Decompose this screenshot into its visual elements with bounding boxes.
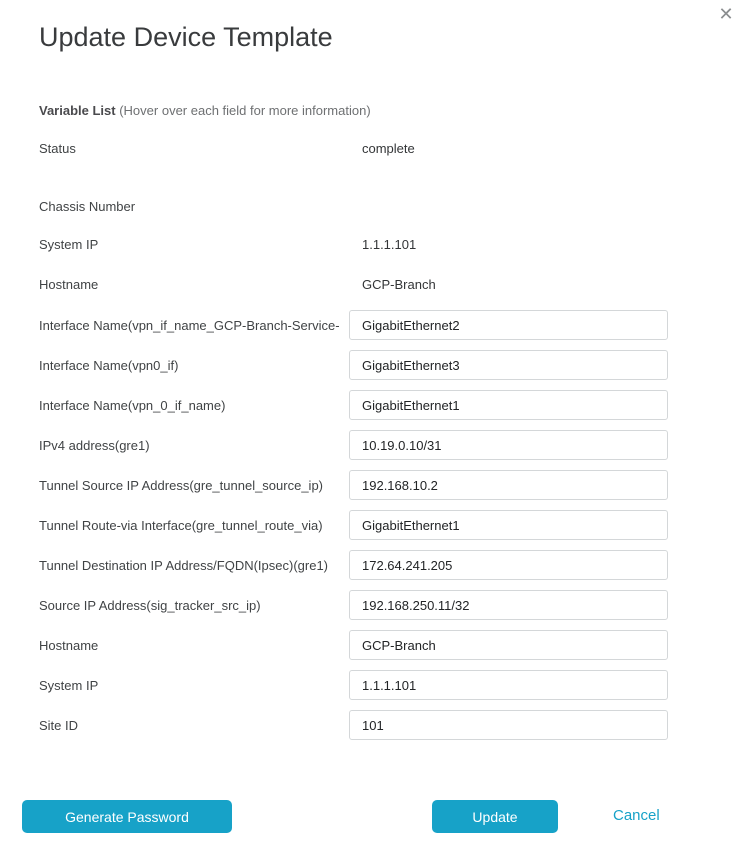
field-label: Chassis Number bbox=[39, 198, 136, 214]
field-row-hostname bbox=[39, 276, 668, 292]
field-row-hostname-input bbox=[39, 630, 668, 660]
site-id-input[interactable] bbox=[349, 710, 668, 740]
field-label: System IP bbox=[39, 236, 99, 252]
page-title: Update Device Template bbox=[39, 22, 333, 52]
field-row-tunnel-route-via bbox=[39, 510, 668, 540]
variable-list-header bbox=[39, 103, 752, 119]
update-button[interactable]: Update bbox=[432, 800, 558, 833]
tunnel-route-via-input[interactable] bbox=[349, 510, 668, 540]
field-row-tunnel-source-ip bbox=[39, 470, 668, 500]
interface-name-service-vpn-input[interactable] bbox=[349, 310, 668, 340]
field-label: Hostname bbox=[39, 637, 99, 653]
field-label: Tunnel Route-via Interface(gre_tunnel_route_via) bbox=[39, 517, 323, 533]
field-row-source-ip-tracker bbox=[39, 590, 668, 620]
field-value: complete bbox=[362, 140, 415, 156]
field-row-ipv4-address-gre1 bbox=[39, 430, 668, 460]
system-ip-input[interactable] bbox=[349, 670, 668, 700]
field-row-interface-name-vpn0-if bbox=[39, 350, 668, 380]
ipv4-address-gre1-input[interactable] bbox=[349, 430, 668, 460]
interface-name-vpn0-if-input[interactable] bbox=[349, 350, 668, 380]
modal-footer bbox=[0, 800, 752, 833]
field-label: Status bbox=[39, 140, 76, 156]
field-row-site-id bbox=[39, 710, 668, 740]
field-label: System IP bbox=[39, 677, 99, 693]
variable-list-hint: (Hover over each field for more information) bbox=[119, 103, 371, 118]
field-label: Site ID bbox=[39, 717, 79, 733]
generate-password-button[interactable]: Generate Password bbox=[22, 800, 232, 833]
field-label: IPv4 address(gre1) bbox=[39, 437, 150, 453]
field-label: Hostname bbox=[39, 276, 99, 292]
field-row-interface-name-service-vpn bbox=[39, 310, 668, 340]
source-ip-tracker-input[interactable] bbox=[349, 590, 668, 620]
variable-list bbox=[39, 140, 668, 740]
field-row-interface-name-vpn-0-if-name bbox=[39, 390, 668, 420]
field-label: Tunnel Destination IP Address/FQDN(Ipsec)(gre1) bbox=[39, 557, 329, 573]
cancel-link[interactable]: Cancel bbox=[613, 807, 660, 824]
field-row-system-ip-input bbox=[39, 670, 668, 700]
variable-list-heading: Variable List bbox=[39, 103, 116, 118]
field-row-system-ip bbox=[39, 236, 668, 252]
field-row-chassis-number bbox=[39, 198, 668, 214]
hostname-input[interactable] bbox=[349, 630, 668, 660]
field-label: Interface Name(vpn0_if) bbox=[39, 357, 179, 373]
field-label: Source IP Address(sig_tracker_src_ip) bbox=[39, 597, 261, 613]
tunnel-source-ip-input[interactable] bbox=[349, 470, 668, 500]
field-row-tunnel-destination-ip bbox=[39, 550, 668, 580]
field-label: Interface Name(vpn_if_name_GCP-Branch-Service- bbox=[39, 317, 340, 333]
field-value: 1.1.1.101 bbox=[362, 236, 417, 252]
interface-name-vpn-0-if-name-input[interactable] bbox=[349, 390, 668, 420]
field-row-status bbox=[39, 140, 668, 156]
tunnel-destination-ip-input[interactable] bbox=[349, 550, 668, 580]
close-icon[interactable]: ✕ bbox=[718, 4, 734, 24]
field-value: GCP-Branch bbox=[362, 276, 436, 292]
field-label: Tunnel Source IP Address(gre_tunnel_source_ip) bbox=[39, 477, 324, 493]
field-label: Interface Name(vpn_0_if_name) bbox=[39, 397, 226, 413]
